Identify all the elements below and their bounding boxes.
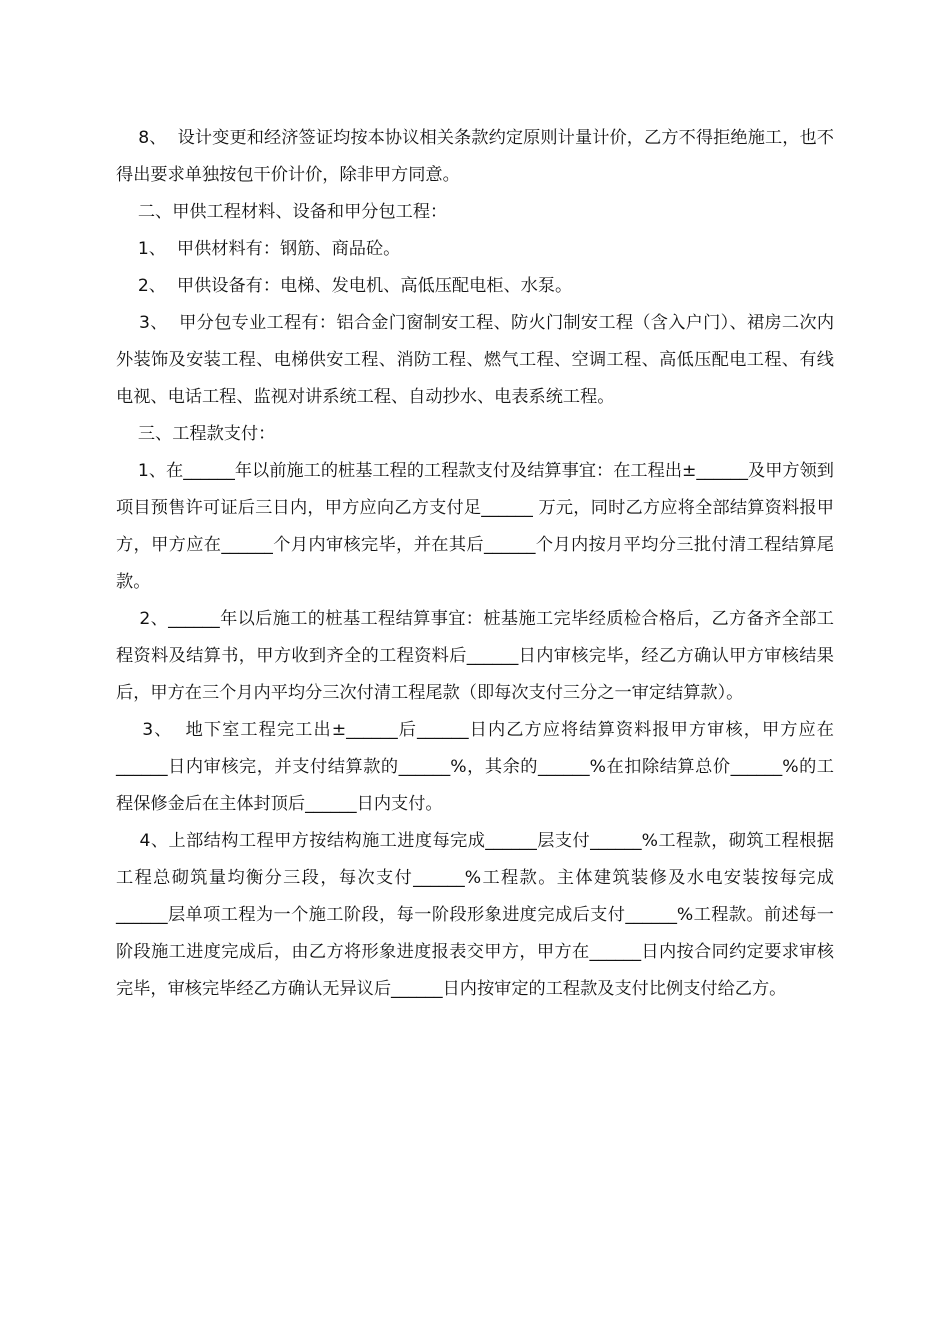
clause-8-design-change: 8、 设计变更和经济签证均按本协议相关条款约定原则计量计价，乙方不得拒绝施工，也不得出要求单独按包干价计价，除非甲方同意。 xyxy=(116,128,834,185)
section-2-heading: 二、甲供工程材料、设备和甲分包工程： xyxy=(116,202,448,222)
section-3-item-3: 3、 地下室工程完工出±______后______日内乙方应将结算资料报甲方审核，甲方应在______日内审核完，并支付结算款的______%，其余的______%在扣除结算总价______%的工程保修金后在主体封顶后______日内支付。 xyxy=(116,720,834,814)
section-2-item-3: 3、 甲分包专业工程有：铝合金门窗制安工程、防火门制安工程（含入户门）、裙房二次内外装饰及安装工程、电梯供安工程、消防工程、燃气工程、空调工程、高低压配电工程、有线电视、电话工程、监视对讲系统工程、自动抄水、电表系统工程。 xyxy=(116,313,835,407)
section-3-item-4: 4、上部结构工程甲方按结构施工进度每完成______层支付______%工程款，砌筑工程根据工程总砌筑量均衡分三段，每次支付______%工程款。主体建筑装修及水电安装按每完成______层单项工程为一个施工阶段，每一阶段形象进度完成后支付______%工程款。前述每一阶段施工进度完成后，由乙方将形象进度报表交甲方，甲方在______日内按合同约定要求审核完毕，审核完毕经乙方确认无异议后______日内按审定的工程款及支付比例支付给乙方。 xyxy=(116,831,834,999)
section-2-item-1: 1、 甲供材料有：钢筋、商品砼。 xyxy=(116,239,401,259)
section-3-item-1: 1、在______年以前施工的桩基工程的工程款支付及结算事宜：在工程出±______及甲方领到项目预售许可证后三日内，甲方应向乙方支付足______ 万元，同时乙方应将全部结算资料报甲方，甲方应在______个月内审核完毕，并在其后______个月内按月平均分三批付清工程结算尾款。 xyxy=(116,461,834,592)
section-3-item-2: 2、______年以后施工的桩基工程结算事宜：桩基施工完毕经质检合格后，乙方备齐全部工程资料及结算书，甲方收到齐全的工程资料后______日内审核完毕，经乙方确认甲方审核结果后，甲方在三个月内平均分三次付清工程尾款（即每次支付三分之一审定结算款）。 xyxy=(116,609,834,703)
section-3-heading: 三、工程款支付： xyxy=(116,424,276,444)
section-2-item-2: 2、 甲供设备有：电梯、发电机、高低压配电柜、水泵。 xyxy=(116,276,573,296)
document-body xyxy=(116,120,834,1008)
